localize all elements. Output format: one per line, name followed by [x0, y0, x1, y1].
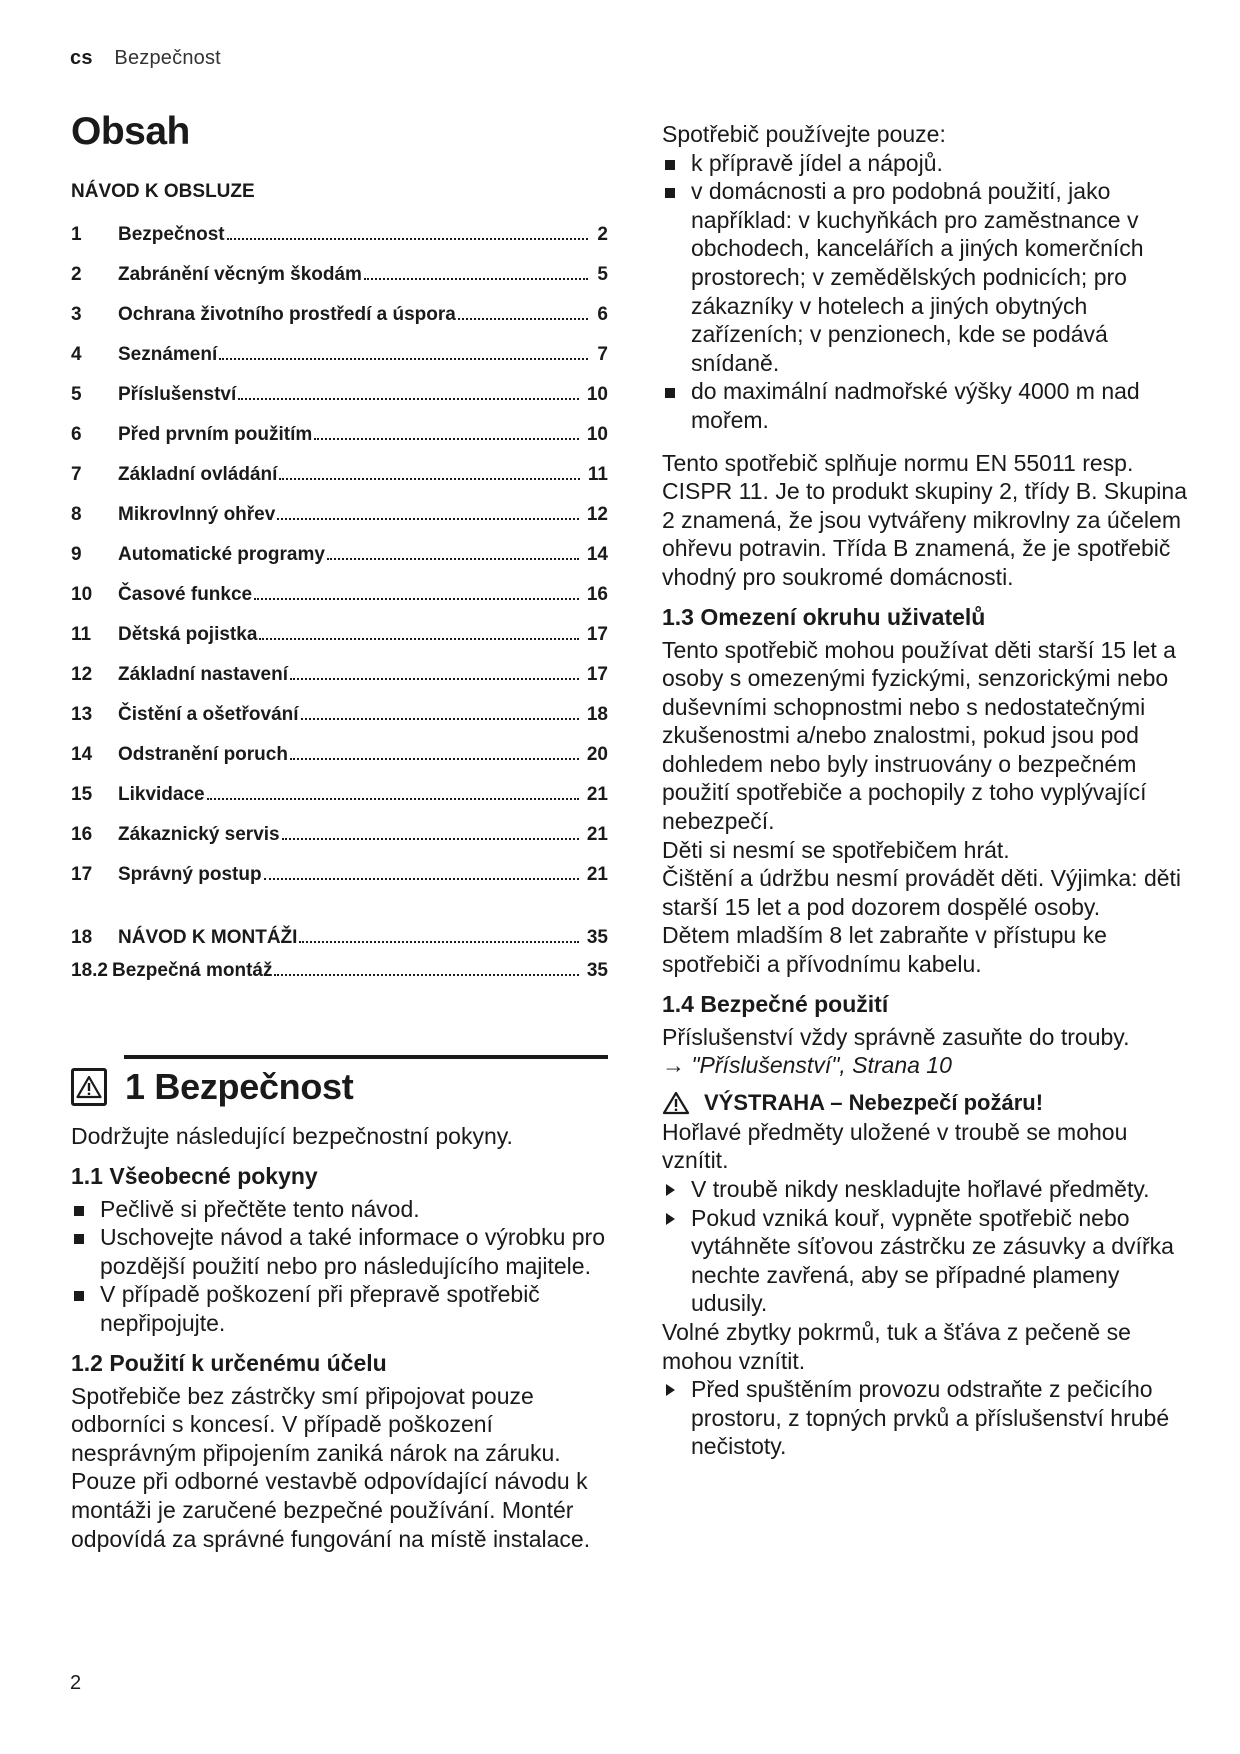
- toc-entry[interactable]: [71, 623, 608, 646]
- toc-entry-number: 2: [71, 264, 82, 285]
- toc-entry-label: Časové funkce: [118, 584, 253, 605]
- toc-entry-number: 18: [71, 927, 93, 948]
- list-item: k přípravě jídel a nápojů.: [662, 149, 1200, 178]
- action-item: Pokud vzniká kouř, vypněte spotřebič nebo vytáhněte síťovou zástrčku ze zásuvky a dvířka nechte zavřená, aby se případné plameny udusily.: [662, 1204, 1200, 1318]
- fire-warning-title: [662, 1088, 1200, 1118]
- action-item: V troubě nikdy neskladujte hořlavé předměty.: [662, 1175, 1200, 1204]
- toc-entry-number: 12: [71, 664, 93, 685]
- toc-entry[interactable]: [71, 743, 608, 766]
- toc-entry-label: Správný postup: [118, 864, 262, 885]
- food-residue-text: Volné zbytky pokrmů, tuk a šťáva z pečeně se mohou vznítit.: [662, 1318, 1131, 1374]
- toc-leader-dots: [238, 398, 579, 400]
- toc-entry-page: 11: [587, 464, 608, 485]
- toc-leader-dots: [259, 638, 578, 640]
- children-access-text: Dětem mladším 8 let zabraňte v přístupu ke spotřebiči a přívodnímu kabelu.: [662, 922, 1107, 978]
- subsection-1-2-title: 1.2 Použití k určenému účelu: [71, 1349, 387, 1376]
- toc-entry-page: 16: [586, 584, 608, 605]
- toc-entry-page: 7: [597, 344, 608, 365]
- toc-entry-label: Bezpečnost: [118, 224, 225, 245]
- action-item: Před spuštěním provozu odstraňte z pečicího prostoru, z topných prvků a příslušenství hrubé nečistoty.: [662, 1375, 1200, 1461]
- toc-entry-page: 17: [586, 664, 608, 685]
- toc-entry-label: Ochrana životního prostředí a úspora: [118, 304, 456, 325]
- table-of-contents: [71, 108, 608, 999]
- toc-leader-dots: [207, 798, 579, 800]
- toc-leader-dots: [364, 278, 588, 280]
- toc-entry[interactable]: [71, 383, 608, 406]
- subsection-1-1-title: 1.1 Všeobecné pokyny: [71, 1162, 318, 1189]
- cross-reference[interactable]: [662, 1051, 1200, 1080]
- use-list: [662, 149, 1200, 435]
- toc-leader-dots: [299, 941, 578, 943]
- toc-spacer: [71, 903, 608, 926]
- section-1: [71, 1058, 608, 1553]
- toc-entry-page: 10: [586, 424, 608, 445]
- toc-entry-number: 10: [71, 584, 93, 605]
- toc-entry[interactable]: [71, 823, 608, 846]
- flammable-text: Hořlavé předměty uložené v troubě se mohou vznítit.: [662, 1118, 1128, 1174]
- page-header: [70, 47, 221, 70]
- toc-entry-number: 13: [71, 704, 93, 725]
- toc-leader-dots: [327, 558, 579, 560]
- toc-entry[interactable]: [71, 959, 608, 982]
- toc-leader-dots: [264, 878, 579, 880]
- toc-entry[interactable]: [71, 423, 608, 446]
- toc-entry-number: 11: [71, 624, 92, 645]
- toc-entry-page: 21: [586, 784, 608, 805]
- right-column: [662, 120, 1200, 1461]
- toc-entry-label: Základní nastavení: [118, 664, 289, 685]
- toc-entry-label: Likvidace: [118, 784, 205, 805]
- toc-entry-number: 6: [71, 424, 82, 445]
- section-1-title: 1 Bezpečnost: [125, 1066, 354, 1107]
- toc-entry[interactable]: [71, 503, 608, 526]
- section-1-intro: Dodržujte následující bezpečnostní pokyny.: [71, 1123, 513, 1149]
- toc-entry-number: 7: [71, 464, 82, 485]
- toc-entry[interactable]: [71, 783, 608, 806]
- list-item: Pečlivě si přečtěte tento návod.: [71, 1195, 608, 1224]
- toc-entry-page: 20: [586, 744, 608, 765]
- toc-title: Obsah: [71, 110, 190, 153]
- toc-entry[interactable]: [71, 343, 608, 366]
- toc-entry-page: 6: [597, 304, 608, 325]
- warning-label: VÝSTRAHA – Nebezpečí požáru!: [704, 1089, 1044, 1115]
- toc-entry-page: 35: [586, 960, 608, 981]
- toc-entry[interactable]: [71, 223, 608, 246]
- toc-entry-label: Seznámení: [118, 344, 218, 365]
- toc-leader-dots: [279, 478, 579, 480]
- toc-entry-label: Mikrovlnný ohřev: [118, 504, 276, 525]
- toc-leader-dots: [254, 598, 579, 600]
- toc-entry-number: 9: [71, 544, 82, 565]
- list-item: v domácnosti a pro podobná použití, jako například: v kuchyňkách pro zaměstnance v obchodech, kancelářích a jiných komerčních prostorech; v zemědělských podnicích; pro zákazníky v hotelech a jiných obytných zařízeních; v penzionech, kde se podává snídaně.: [662, 177, 1200, 377]
- warning-triangle-icon: [71, 1068, 107, 1106]
- toc-leader-dots: [227, 238, 588, 240]
- toc-entry-label: Odstranění poruch: [118, 744, 288, 765]
- toc-entry-label: Základní ovládání: [118, 464, 278, 485]
- arrow-right-icon: →: [662, 1052, 685, 1079]
- toc-leader-dots: [314, 438, 579, 440]
- toc-list: [71, 223, 608, 886]
- toc-entry-number: 15: [71, 784, 93, 805]
- toc-entry-label: NÁVOD K MONTÁŽI: [118, 927, 298, 948]
- section-1-title-row: [71, 1058, 608, 1116]
- toc-entry-label: Automatické programy: [118, 544, 325, 565]
- children-play-text: Děti si nesmí se spotřebičem hrát.: [662, 836, 1010, 863]
- toc-entry-number: 1: [71, 224, 82, 245]
- toc-entry-label: Příslušenství: [118, 384, 237, 405]
- toc-entry-page: 12: [586, 504, 608, 525]
- norm-text: Tento spotřebič splňuje normu EN 55011 resp. CISPR 11. Je to produkt skupiny 2, třídy B. Skupina 2 znamená, že jsou vytvářeny mikrovlny za účelem ohřevu potravin. Třída B znamená, že je spotřebič vhodný pro soukromé domácnosti.: [662, 449, 1188, 590]
- flammable-actions: [662, 1175, 1200, 1318]
- toc-entry-page: 5: [597, 264, 608, 285]
- toc-entry-number: 18.2: [71, 960, 108, 981]
- toc-entry[interactable]: [71, 703, 608, 726]
- toc-leader-dots: [301, 718, 579, 720]
- cleaning-text: Čištění a údržbu nesmí provádět děti. Výjimka: děti starší 15 let a pod dozorem dospělé osoby.: [662, 865, 1182, 920]
- toc-entry-page: 21: [586, 864, 608, 885]
- toc-entry[interactable]: [71, 863, 608, 886]
- toc-entry-page: 35: [586, 927, 608, 948]
- toc-entry-label: Dětská pojistka: [118, 624, 258, 645]
- general-instructions-list: [71, 1195, 608, 1338]
- toc-entry-label: Zákaznický servis: [118, 824, 280, 845]
- toc-entry-page: 14: [586, 544, 608, 565]
- toc-leader-dots: [290, 758, 579, 760]
- toc-entry-number: 4: [71, 344, 82, 365]
- subsection-1-3-title: 1.3 Omezení okruhu uživatelů: [662, 603, 986, 630]
- toc-entry-label: Zabránění věcným škodám: [118, 264, 362, 285]
- list-item: do maximální nadmořské výšky 4000 m nad mořem.: [662, 377, 1200, 434]
- subsection-1-4-title: 1.4 Bezpečné použití: [662, 990, 889, 1017]
- toc-entry-label: Před prvním použitím: [118, 424, 313, 445]
- toc-entry-page: 21: [586, 824, 608, 845]
- toc-leader-dots: [282, 838, 579, 840]
- toc-leader-dots: [290, 678, 579, 680]
- intended-use-text: Spotřebiče bez zástrčky smí připojovat pouze odborníci s koncesí. V případě poškození nesprávným připojením zaniká nárok na záruku. Pouze při odborné vestavbě odpovídající návodu k montáži je zaručené bezpečné používání. Montér odpovídá za správné fungování na místě instalace.: [71, 1382, 591, 1552]
- toc-entry[interactable]: [71, 543, 608, 566]
- header-section-name: Bezpečnost: [114, 47, 221, 69]
- use-intro: Spotřebič používejte pouze:: [662, 121, 946, 147]
- toc-entry[interactable]: [71, 583, 608, 606]
- list-item: V případě poškození při přepravě spotřebič nepřipojujte.: [71, 1280, 608, 1337]
- toc-entry[interactable]: [71, 303, 608, 326]
- accessory-text: Příslušenství vždy správně zasuňte do trouby.: [662, 1023, 1130, 1050]
- toc-leader-dots: [277, 518, 579, 520]
- toc-leader-dots: [219, 358, 588, 360]
- toc-entry-label: Bezpečná montáž: [111, 960, 273, 981]
- toc-install-list: [71, 926, 608, 982]
- toc-entry[interactable]: [71, 463, 608, 486]
- toc-entry-number: 8: [71, 504, 82, 525]
- toc-entry-number: 14: [71, 744, 93, 765]
- toc-entry-number: 16: [71, 824, 93, 845]
- language-code: cs: [70, 47, 93, 69]
- toc-heading: NÁVOD K OBSLUZE: [71, 181, 255, 202]
- toc-entry[interactable]: [71, 926, 608, 949]
- toc-entry[interactable]: [71, 663, 608, 686]
- cross-reference-link[interactable]: "Příslušenství", Strana 10: [691, 1052, 952, 1079]
- toc-leader-dots: [274, 974, 578, 976]
- user-restriction-text: Tento spotřebič mohou používat děti starší 15 let a osoby s omezenými fyzickými, senzorickými nebo duševními schopnostmi nebo s nedostatečnými zkušenostmi a/nebo znalostmi, pokud jsou pod dohledem nebo byly instruovány o bezpečném použití spotřebiče a pochopily z toho vyplývající nebezpečí.: [662, 636, 1176, 835]
- toc-entry-label: Čistění a ošetřování: [118, 704, 299, 725]
- toc-entry-page: 2: [597, 224, 608, 245]
- food-residue-actions: [662, 1375, 1200, 1461]
- list-item: Uschovejte návod a také informace o výrobku pro pozdější použití nebo pro následujícího majitele.: [71, 1223, 608, 1280]
- toc-leader-dots: [458, 318, 588, 320]
- toc-entry-page: 18: [586, 704, 608, 725]
- toc-entry-page: 10: [586, 384, 608, 405]
- toc-entry-page: 17: [586, 624, 608, 645]
- toc-entry[interactable]: [71, 263, 608, 286]
- toc-entry-number: 3: [71, 304, 82, 325]
- warning-triangle-icon: [662, 1091, 690, 1115]
- page-number: 2: [70, 1672, 82, 1694]
- toc-entry-number: 5: [71, 384, 82, 405]
- toc-entry-number: 17: [71, 864, 93, 885]
